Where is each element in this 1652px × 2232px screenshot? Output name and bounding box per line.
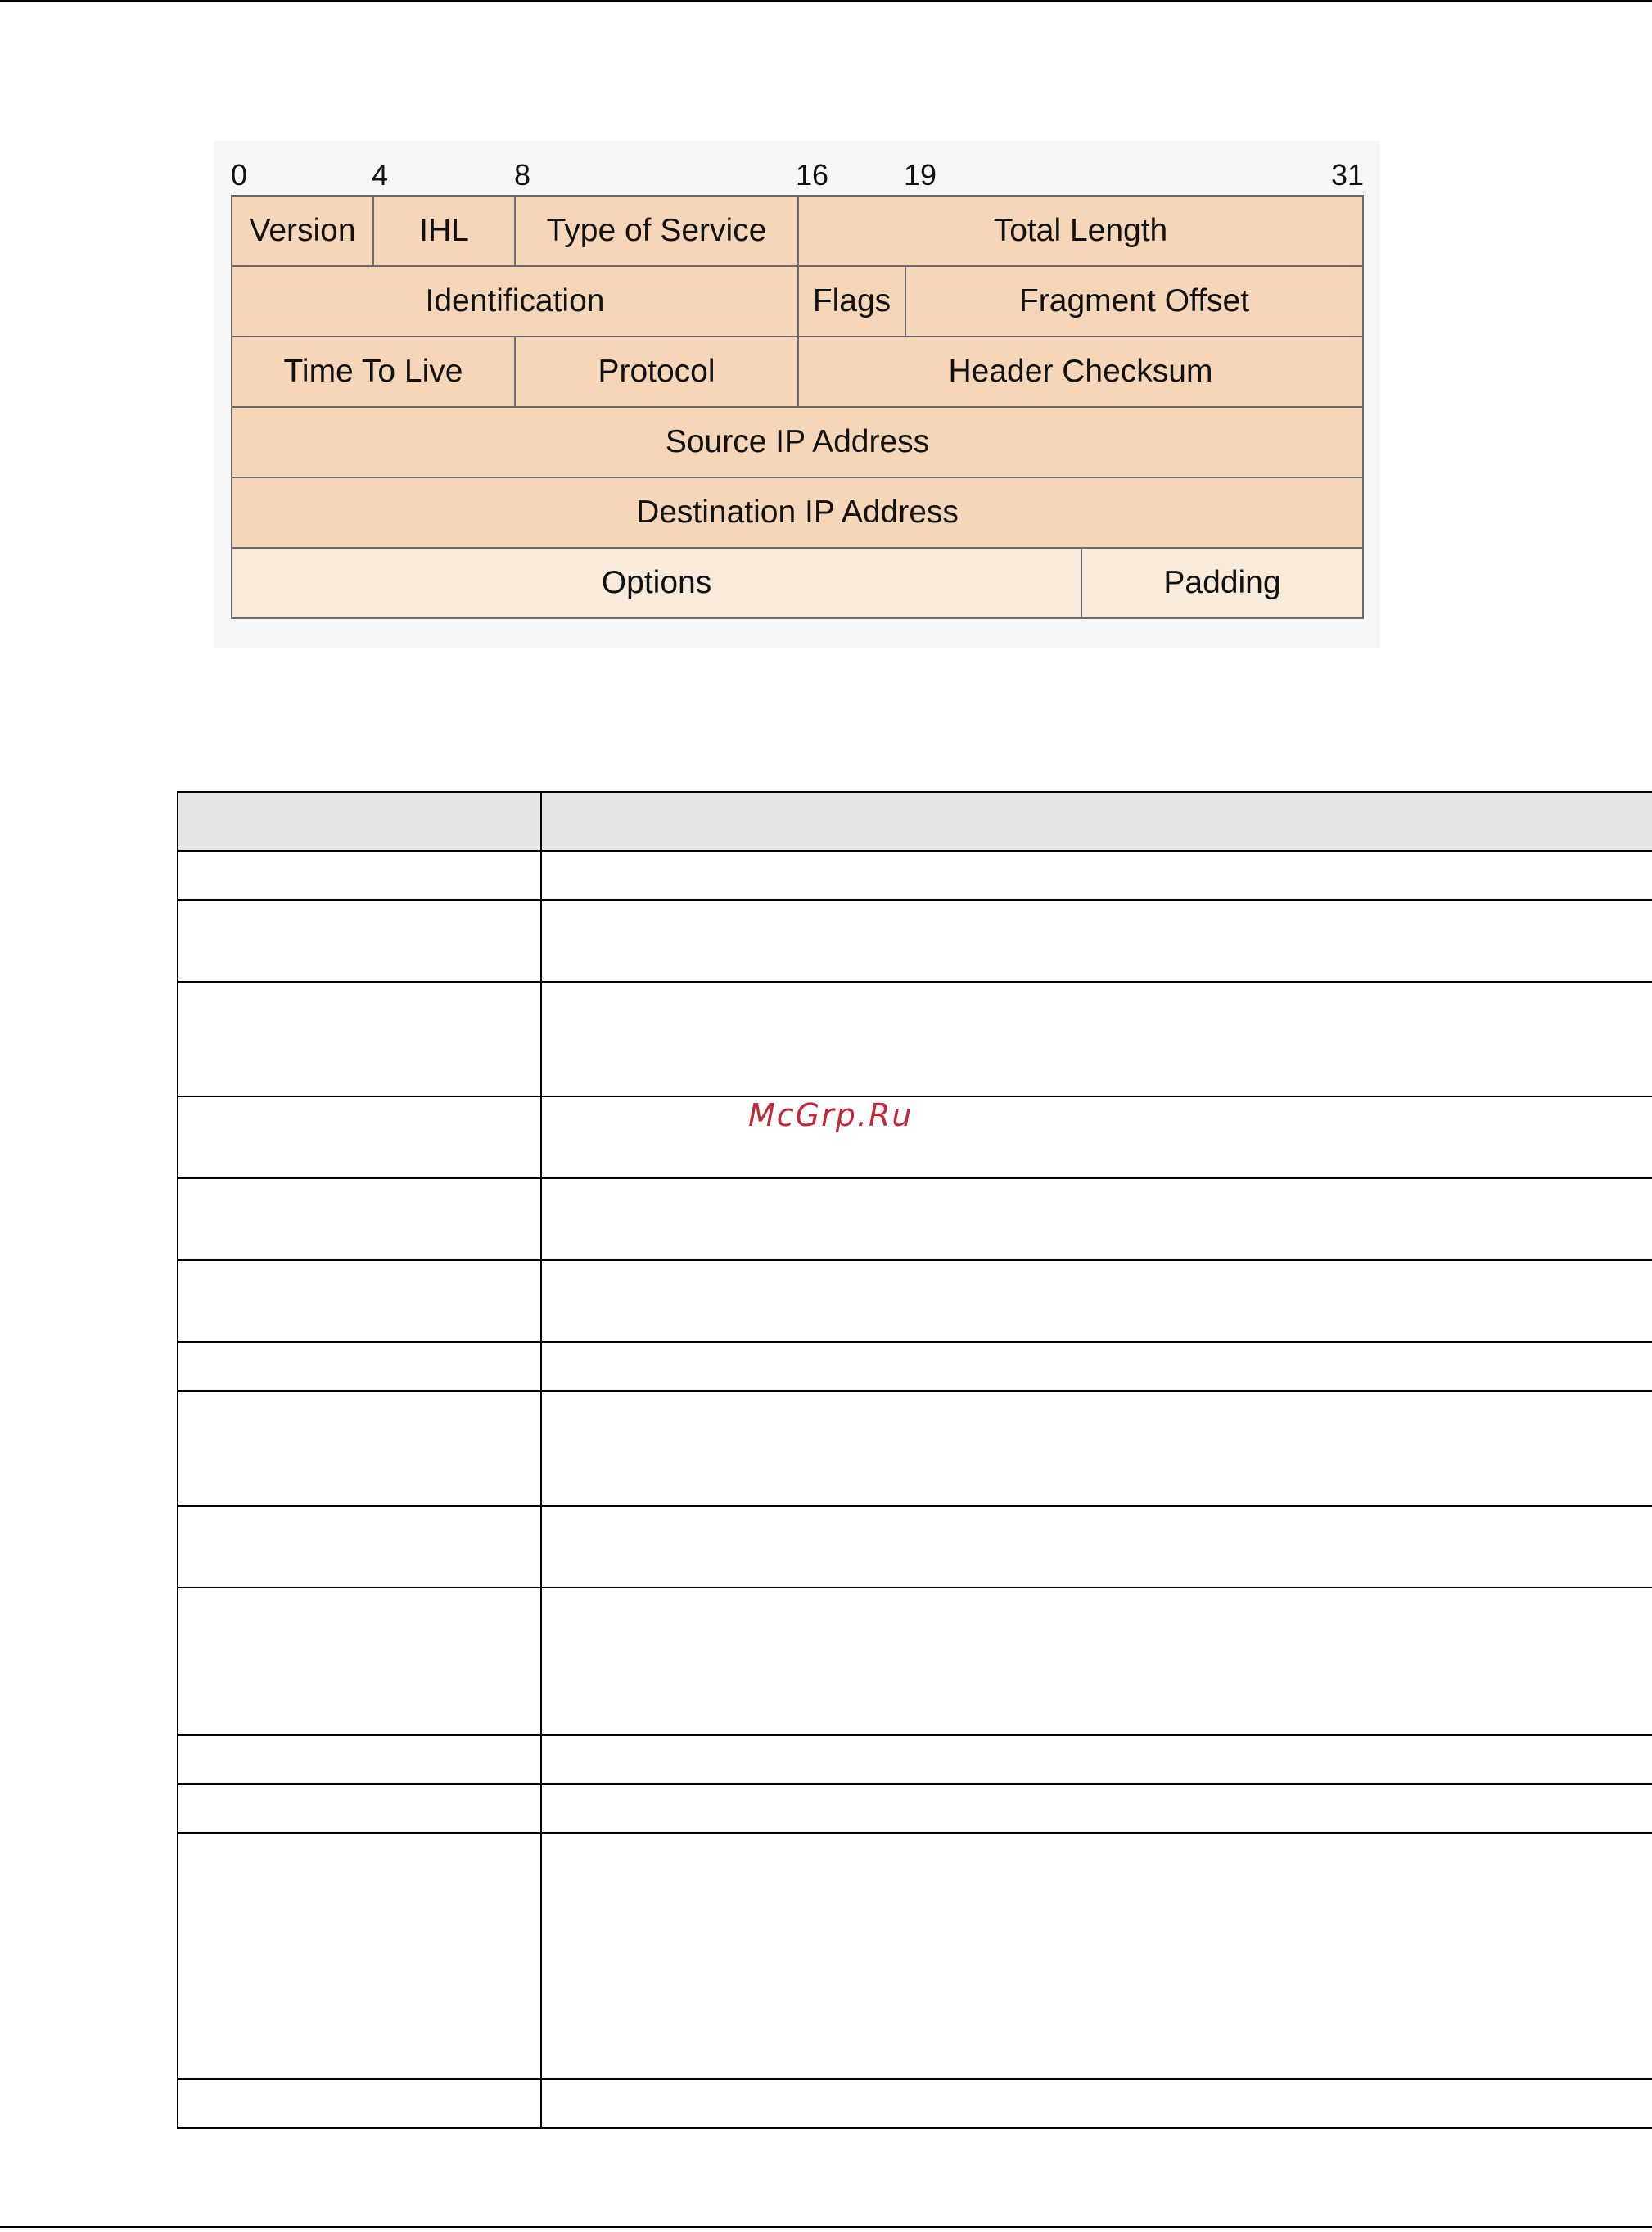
- table-cell: [178, 1260, 541, 1342]
- table-cell: [178, 1342, 541, 1391]
- bit-position-16: 16: [796, 158, 829, 192]
- table-cell: [178, 1833, 541, 2079]
- table-row: [178, 851, 1652, 900]
- field-total-length: Total Length: [797, 195, 1364, 267]
- table-cell: [178, 1096, 541, 1178]
- bit-position-4: 4: [372, 158, 389, 192]
- table-cell: [541, 1833, 1652, 2079]
- bit-position-0: 0: [231, 158, 248, 192]
- table-cell: [178, 1506, 541, 1588]
- table-row: [178, 1833, 1652, 2079]
- table-cell: [541, 982, 1652, 1096]
- field-destination-ip-address: Destination IP Address: [231, 477, 1364, 549]
- table-row: [178, 1260, 1652, 1342]
- field-type-of-service: Type of Service: [514, 195, 799, 267]
- table-row: [178, 1096, 1652, 1178]
- table-cell: [541, 1260, 1652, 1342]
- table-cell: [541, 1588, 1652, 1735]
- field-version: Version: [231, 195, 374, 267]
- field-identification: Identification: [231, 265, 799, 337]
- table-row: [178, 1735, 1652, 1784]
- table-cell: [541, 1342, 1652, 1391]
- bit-position-19: 19: [904, 158, 937, 192]
- table-row: [178, 2079, 1652, 2128]
- table-cell: [541, 1096, 1652, 1178]
- table-cell: [541, 851, 1652, 900]
- field-fragment-offset: Fragment Offset: [905, 265, 1364, 337]
- table-cell: [541, 1178, 1652, 1260]
- table-cell: [541, 900, 1652, 982]
- table-cell: [178, 851, 541, 900]
- table-row: [178, 1784, 1652, 1833]
- field-header-checksum: Header Checksum: [797, 336, 1364, 408]
- page-top-rule: [0, 0, 1652, 2]
- table-row: [178, 900, 1652, 982]
- table-row: [178, 982, 1652, 1096]
- table-row: [178, 1178, 1652, 1260]
- table-header-cell: [178, 792, 541, 851]
- table-row: [178, 1391, 1652, 1506]
- table-header-cell: [541, 792, 1652, 851]
- bit-position-8: 8: [514, 158, 531, 192]
- field-protocol: Protocol: [514, 336, 799, 408]
- table-cell: [541, 2079, 1652, 2128]
- field-source-ip-address: Source IP Address: [231, 406, 1364, 478]
- page-bottom-rule: [0, 2226, 1652, 2228]
- field-ihl: IHL: [372, 195, 516, 267]
- table-cell: [178, 2079, 541, 2128]
- table-cell: [541, 1506, 1652, 1588]
- table-row: [178, 1506, 1652, 1588]
- table-cell: [178, 1178, 541, 1260]
- table-cell: [541, 1391, 1652, 1506]
- table-cell: [541, 1784, 1652, 1833]
- field-description-table: [177, 791, 1652, 2129]
- field-options: Options: [231, 547, 1082, 619]
- watermark-text: McGrp.Ru: [748, 1097, 914, 1133]
- table-header-row: [178, 792, 1652, 851]
- table-cell: [178, 982, 541, 1096]
- table-cell: [178, 1391, 541, 1506]
- table-row: [178, 1342, 1652, 1391]
- bit-position-31: 31: [1331, 158, 1365, 192]
- table-cell: [178, 1588, 541, 1735]
- table-row: [178, 1588, 1652, 1735]
- ip-header-diagram: [214, 141, 1380, 648]
- table-cell: [178, 1784, 541, 1833]
- table-cell: [541, 1735, 1652, 1784]
- field-padding: Padding: [1081, 547, 1364, 619]
- table-cell: [178, 900, 541, 982]
- field-time-to-live: Time To Live: [231, 336, 516, 408]
- table-cell: [178, 1735, 541, 1784]
- field-flags: Flags: [797, 265, 906, 337]
